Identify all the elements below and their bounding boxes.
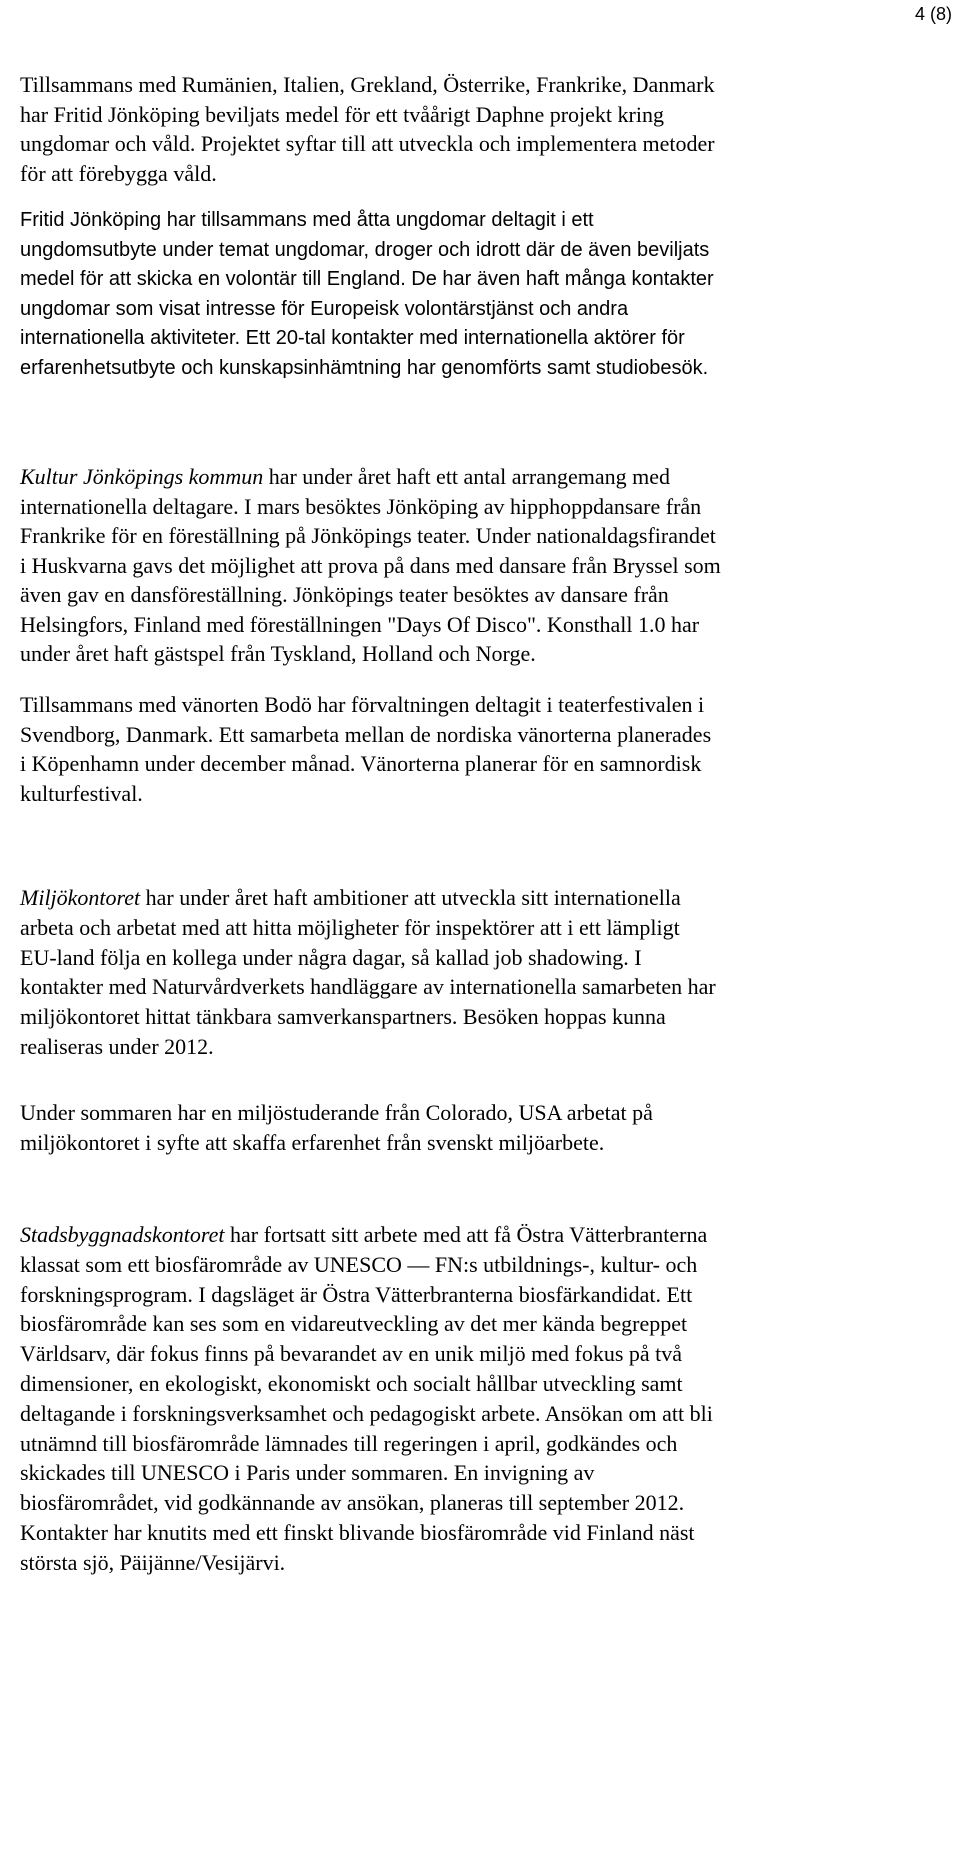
- paragraph-bodo: [20, 690, 950, 808]
- text-line: även gav en dansföreställning. Jönköpings teater besöktes av dansare från: [20, 582, 669, 607]
- text-line: utnämnd till biosfärområde lämnades till regeringen i april, godkändes och: [20, 1430, 678, 1456]
- text-line: Kontakter har knutits med ett finskt blivande biosfärområde vid Finland näst: [20, 1519, 695, 1545]
- text-line: största sjö, Päijänne/Vesijärvi.: [20, 1549, 286, 1575]
- paragraph-stadsbyggnadskontoret: [20, 1220, 950, 1578]
- text-line: Fritid Jönköping har tillsammans med åtta ungdomar deltagit i ett: [20, 209, 594, 231]
- text-line: realiseras under 2012.: [20, 1033, 214, 1059]
- text-line: Svendborg, Danmark. Ett samarbeta mellan de nordiska vänorterna planerades: [20, 721, 712, 747]
- text-line: [20, 462, 950, 492]
- department-name: Kultur Jönköpings kommun: [20, 464, 264, 489]
- text-line: miljökontoret i syfte att skaffa erfarenhet från svenskt miljöarbete.: [20, 1129, 605, 1155]
- text-line: Tillsammans med Rumänien, Italien, Grekland, Österrike, Frankrike, Danmark: [20, 72, 715, 97]
- text-line: biosfärområde kan ses som en vidareutveckling av det mer kända begreppet: [20, 1311, 688, 1337]
- text-line: EU-land följa en kollega under några dagar, så kallad job shadowing. I: [20, 944, 642, 970]
- paragraph-youth-exchange: [20, 206, 950, 383]
- text-line: under året haft gästspel från Tyskland, Holland och Norge.: [20, 641, 536, 666]
- text-line: för att förebygga våld.: [20, 160, 217, 186]
- department-name: Stadsbyggnadskontoret: [20, 1222, 225, 1247]
- text-line: biosfärområdet, vid godkännande av ansökan, planeras till september 2012.: [20, 1490, 685, 1516]
- text-line: forskningsprogram. I dagsläget är Östra Vätterbranterna biosfärkandidat. Ett: [20, 1281, 693, 1307]
- text-run: har fortsatt sitt arbete med att få Östra Vätterbranterna: [224, 1222, 708, 1247]
- text-line: arbeta och arbetat med att hitta möjligheter för inspektörer att i ett lämpligt: [20, 914, 680, 940]
- text-run: har under året haft ambitioner att utveckla sitt internationella: [140, 885, 681, 910]
- paragraph-daphne-project: [20, 70, 950, 188]
- text-line: Världsarv, där fokus finns på bevarandet av en unik miljö med fokus på två: [20, 1341, 683, 1367]
- text-line: ungdomar och våld. Projektet syftar till att utveckla och implementera metoder: [20, 131, 715, 156]
- text-line: skickades till UNESCO i Paris under sommaren. En invigning av: [20, 1460, 595, 1486]
- text-line: i Köpenhamn under december månad. Vänorterna planerar för en samnordisk: [20, 751, 702, 776]
- text-line: dimensioner, en ekologiskt, ekonomiskt och socialt hållbar utveckling samt: [20, 1370, 683, 1396]
- text-line: kulturfestival.: [20, 780, 143, 806]
- text-line: Helsingfors, Finland med föreställningen "Days Of Disco". Konsthall 1.0 har: [20, 611, 700, 637]
- paragraph-kultur: [20, 462, 950, 669]
- text-line: Frankrike för en föreställning på Jönköpings teater. Under nationaldagsfirandet: [20, 523, 716, 548]
- text-line: deltagande i forskningsverksamhet och pedagogiskt arbete. Ansökan om att bli: [20, 1400, 713, 1426]
- text-line: i Huskvarna gavs det möjlighet att prova på dans med dansare från Bryssel som: [20, 552, 721, 578]
- text-line: [20, 1220, 950, 1250]
- text-line: erfarenhetsutbyte och kunskapsinhämtning har genomförts samt studiobesök.: [20, 356, 709, 379]
- page-number: 4 (8): [914, 4, 952, 24]
- text-line: kontakter med Naturvårdverkets handläggare av internationella samarbeten har: [20, 974, 716, 1000]
- text-line: internationella deltagare. I mars besöktes Jönköping av hipphoppdansare från: [20, 493, 702, 519]
- text-run: har under året haft ett antal arrangemang med: [263, 464, 670, 489]
- text-line: ungdomsutbyte under temat ungdomar, droger och idrott där de även beviljats: [20, 238, 710, 261]
- text-line: klassat som ett biosfärområde av UNESCO — FN:s utbildnings-, kultur- och: [20, 1251, 698, 1277]
- text-line: Under sommaren har en miljöstuderande från Colorado, USA arbetat på: [20, 1100, 653, 1125]
- text-line: miljökontoret hittat tänkbara samverkanspartners. Besöken hoppas kunna: [20, 1004, 666, 1030]
- paragraph-colorado: [20, 1098, 950, 1158]
- text-line: Tillsammans med vänorten Bodö har förvaltningen deltagit i teaterfestivalen i: [20, 692, 705, 717]
- text-line: internationella aktiviteter. Ett 20-tal kontakter med internationella aktörer för: [20, 327, 685, 349]
- text-line: medel för att skicka en volontär till England. De har även haft många kontakter: [20, 268, 714, 290]
- text-line: ungdomar som visat intresse för Europeisk volontärstjänst och andra: [20, 297, 629, 320]
- paragraph-miljokontoret: [20, 883, 950, 1062]
- text-line: har Fritid Jönköping beviljats medel för ett tvåårigt Daphne projekt kring: [20, 101, 664, 127]
- text-line: [20, 883, 950, 913]
- department-name: Miljökontoret: [20, 885, 141, 910]
